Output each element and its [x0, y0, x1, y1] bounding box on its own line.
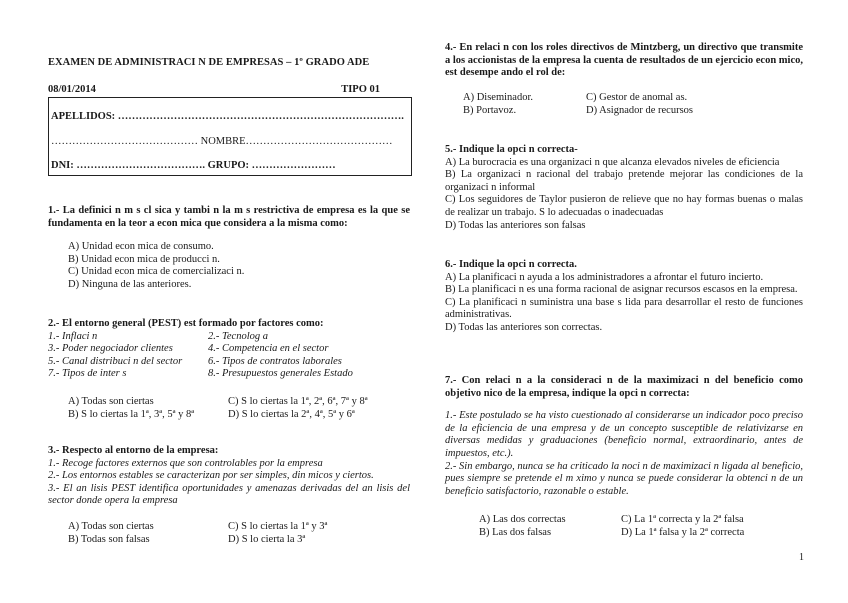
option-d[interactable]: D) La 1ª falsa y la 2ª correcta [621, 526, 745, 538]
dni-grupo-field[interactable]: DNI: ………………………………. GRUPO: …………………… [51, 160, 336, 171]
option-a[interactable]: A) Las dos correctas [479, 514, 566, 525]
question-7 [445, 375, 803, 498]
factor-4: 4.- Competencia en el sector [208, 343, 329, 355]
question-6-text: 6.- Indique la opci n correcta. [445, 259, 577, 270]
option-b[interactable]: B) La planificaci n es una forma racional de asignar recursos escasos en la empresa. [445, 284, 798, 296]
factor-8: 8.- Presupuestos generales Estado [208, 368, 353, 380]
option-c[interactable]: C) S lo ciertas la 1ª y 3ª [228, 521, 328, 532]
question-2-options [68, 396, 418, 421]
nombre-field[interactable]: …………………………………… NOMBRE…………………………………… [51, 136, 393, 147]
question-5-text: 5.- Indique la opci n correcta- [445, 144, 578, 155]
question-4-options [463, 92, 786, 117]
option-d[interactable]: D) S lo ciertas la 2ª, 4ª, 5ª y 6ª [228, 408, 355, 420]
question-2-text: 2.- El entorno general (PEST) est formado por factores como: [48, 318, 324, 329]
factor-7: 7.- Tipos de inter s [48, 368, 127, 380]
option-c[interactable]: C) Gestor de anomal as. [586, 92, 688, 103]
option-b[interactable]: B) Todas son falsas [68, 533, 150, 545]
factor-6: 6.- Tipos de contratos laborales [208, 355, 342, 367]
option-d[interactable]: D) Ninguna de las anteriores. [68, 278, 192, 290]
option-b[interactable]: B) Portavoz. [463, 104, 517, 116]
question-2-factors [48, 331, 410, 381]
statement-2: 2.- Los entornos estables se caracterizan por ser simples, din micos y ciertos. [48, 470, 374, 482]
exam-title: EXAMEN DE ADMINISTRACI N DE EMPRESAS – 1º GRADO ADE [48, 57, 370, 68]
question-7-text: 7.- Con relaci n a la consideraci n de la maximizaci n del beneficio como objetivo nico de la empresa, indique la opci n correcta: [445, 375, 803, 399]
statement-2: 2.- Sin embargo, nunca se ha criticado la noci n de maximizaci n ligada al beneficio, pues siempre se pretende el m ximo y nunca se puede considerar la obtenci n de un beneficio satisfactorio, razonable o estable. [445, 460, 803, 497]
option-b[interactable]: B) La organizaci n racional del trabajo pretende mejorar las condiciones de la organizaci n informal [445, 169, 803, 193]
option-a[interactable]: A) Unidad econ mica de consumo. [68, 241, 214, 252]
question-5 [445, 144, 803, 232]
option-c[interactable]: C) La planificaci n suministra una base s lida para desarrollar el resto de funciones administrativas. [445, 296, 803, 321]
factor-5: 5.- Canal distribuci n del sector [48, 355, 183, 367]
question-6 [445, 259, 803, 335]
apellidos-field[interactable]: APELLIDOS: ………………………………………………………………………. [51, 111, 404, 122]
statement-1: 1.- Recoge factores externos que son controlables por la empresa [48, 457, 323, 469]
date-line [48, 84, 414, 95]
statement-3: 3.- El an lisis PEST identifica oportunidades y amenazas derivadas del an lisis del sector donde opera la empresa [48, 482, 410, 507]
question-7-options [479, 514, 821, 539]
question-1-text: 1.- La definici n m s cl sica y tambi n la m s restrictiva de empresa es la que se fundamenta en la teor a econ mica que considera a la misma como: [48, 205, 410, 229]
question-4-text: 4.- En relaci n con los roles directivos de Mintzberg, un directivo que transmite a los accionistas de la empresa la cuenta de resultados de un ejercicio econ mico, est desempe ando el rol de: [445, 42, 803, 79]
factor-1: 1.- Inflaci n [48, 330, 98, 342]
option-c[interactable]: C) Unidad econ mica de comercializaci n. [68, 266, 245, 278]
question-3-text: 3.- Respecto al entorno de la empresa: [48, 445, 219, 456]
question-1 [48, 205, 410, 230]
factor-2: 2.- Tecnolog a [208, 330, 268, 342]
option-a[interactable]: A) Todas son ciertas [68, 396, 154, 407]
option-a[interactable]: A) Todas son ciertas [68, 521, 154, 532]
question-4 [445, 42, 803, 80]
option-a[interactable]: A) La burocracia es una organizaci n que alcanza elevados niveles de eficiencia [445, 156, 780, 168]
question-3 [48, 445, 410, 508]
option-c[interactable]: C) Los seguidores de Taylor pusieron de relieve que no hay formas buenas o malas de realizar un trabajo. S lo adecuadas o inadecuadas [445, 194, 803, 218]
option-d[interactable]: D) S lo cierta la 3ª [228, 533, 306, 545]
option-c[interactable]: C) S lo ciertas la 1ª, 2ª, 6ª, 7ª y 8ª [228, 396, 368, 407]
factor-3: 3.- Poder negociador clientes [48, 343, 173, 355]
exam-type: TIPO 01 [341, 84, 380, 95]
question-3-options [68, 521, 418, 546]
option-d[interactable]: D) Todas las anteriores son correctas. [445, 321, 603, 333]
option-b[interactable]: B) Unidad econ mica de producci n. [68, 253, 220, 265]
option-b[interactable]: B) Las dos falsas [479, 526, 552, 538]
question-2 [48, 318, 410, 381]
option-b[interactable]: B) S lo ciertas la 1ª, 3ª, 5ª y 8ª [68, 408, 195, 420]
option-a[interactable]: A) La planificaci n ayuda a los administradores a afrontar el futuro incierto. [445, 271, 764, 283]
option-d[interactable]: D) Asignador de recursos [586, 104, 694, 116]
question-1-options [68, 241, 244, 291]
page-number: 1 [799, 552, 804, 563]
option-c[interactable]: C) La 1ª correcta y la 2ª falsa [621, 514, 744, 525]
option-d[interactable]: D) Todas las anteriores son falsas [445, 219, 586, 231]
student-id-box [48, 97, 412, 176]
option-a[interactable]: A) Diseminador. [463, 92, 533, 103]
exam-date: 08/01/2014 [48, 84, 96, 95]
statement-1: 1.- Este postulado se ha visto cuestionado al considerarse un indicador poco preciso de la eficiencia de una empresa y de un concepto susceptible de relativizarse en diversas medidas y graduaciones (beneficio normal, extraordinario, antes de impuestos, etc.). [445, 410, 803, 459]
